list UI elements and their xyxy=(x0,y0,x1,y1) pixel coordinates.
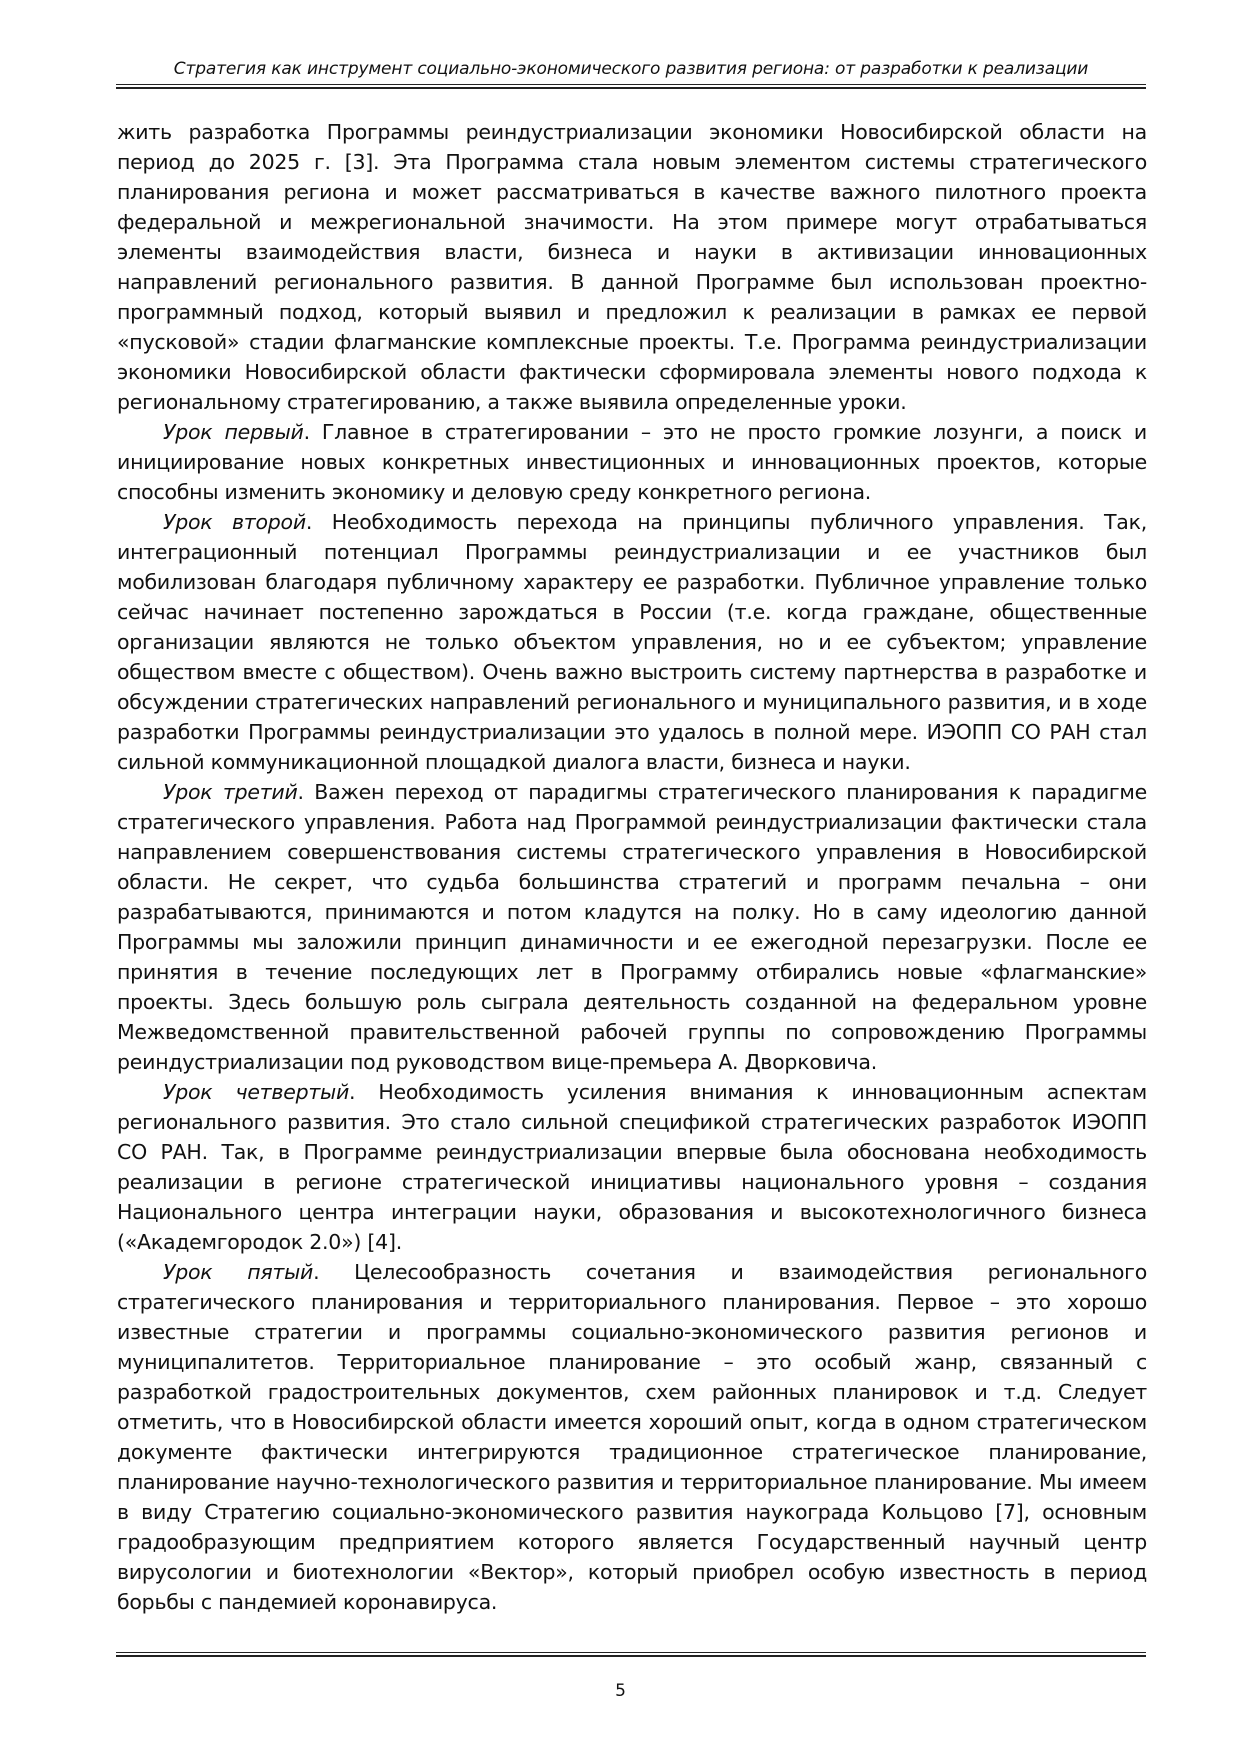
paragraph-text: . Необходимость перехода на принципы публичного управления. Так, интеграционный потенциал Программы реиндустриализации и ее участников был мобилизован благодаря публичному характеру ее разработки. Публичное управление только сейчас начинает постепенно зарождаться в России (т.е. когда граждане, общественные организации являются не только объектом управления, но и ее субъектом; управление обществом вместе с обществом). Очень важно выстроить систему партнерства в разработке и обсуждении стратегических направлений регионального и муниципального развития, и в ходе разработки Программы реиндустриализации это удалось в полной мере. ИЭОПП СО РАН стал сильной коммуникационной площадкой диалога власти, бизнеса и науки. xyxy=(117,510,1148,774)
paragraph-text: . Важен переход от парадигмы стратегического планирования к парадигме стратегического управления. Работа над Программой реиндустриализации фактически стала направлением совершенствования системы стратегического управления в Новосибирской области. Не секрет, что судьба большинства стратегий и программ печальна – они разрабатываются, принимаются и потом кладутся на полку. Но в саму идеологию данной Программы мы заложили принцип динамичности и ее ежегодной перезагрузки. После ее принятия в течение последующих лет в Программу отбирались новые «флагманские» проекты. Здесь большую роль сыграла деятельность созданной на федеральном уровне Межведомственной правительственной рабочей группы по сопровождению Программы реиндустриализации под руководством вице-премьера А. Дворковича. xyxy=(117,780,1147,1074)
paragraph-text: . Целесообразность сочетания и взаимодействия регионального стратегического планирования и территориального планирования. Первое – это хорошо известные стратегии и программы социально-экономического развития регионов и муниципалитетов. Территориальное планирование – это особый жанр, связанный с разработкой градостроительных документов, схем районных планировок и т.д. Следует отметить, что в Новосибирской области имеется хороший опыт, когда в одном стратегическом документе фактически интегрируются традиционное стратегическое планирование, планирование научно-технологического развития и территориальное планирование. Мы имеем в виду Стратегию социально-экономического развития наукограда Кольцово [7], основным градообразующим предприятием которого является Государственный научный центр вирусологии и биотехнологии «Вектор», который приобрел особую известность в период борьбы с пандемией коронавируса. xyxy=(117,1260,1147,1614)
footer-rule xyxy=(116,1652,1146,1657)
paragraph-lesson-3 xyxy=(117,777,1147,1077)
paragraph-lead: Урок третий xyxy=(163,780,298,804)
paragraph-text: . Необходимость усиления внимания к инновационным аспектам регионального развития. Это стало сильной спецификой стратегических разработок ИЭОПП СО РАН. Так, в Программе реиндустриализации впервые была обоснована необходимость реализации в регионе стратегической инициативы национального уровня – создания Национального центра интеграции науки, образования и высокотехнологичного бизнеса («Академгородок 2.0») [4]. xyxy=(117,1080,1147,1254)
paragraph-continuation xyxy=(117,117,1147,417)
paragraph-lead: Урок второй xyxy=(163,510,306,534)
paragraph-lead: Урок пятый xyxy=(163,1260,314,1284)
paragraph-lesson-2 xyxy=(117,507,1147,777)
page-number: 5 xyxy=(615,1681,626,1701)
article-body xyxy=(117,117,1147,1617)
paragraph-lesson-1 xyxy=(117,417,1147,507)
paragraph-lesson-5 xyxy=(117,1257,1147,1617)
paragraph-lead: Урок четвертый xyxy=(163,1080,350,1104)
paragraph-lead: Урок первый xyxy=(163,420,304,444)
paragraph-lesson-4 xyxy=(117,1077,1147,1257)
header-rule xyxy=(116,84,1146,89)
paragraph-text: . Главное в стратегировании – это не просто громкие лозунги, а поиск и инициирование новых конкретных инвестиционных и инновационных проектов, которые способны изменить экономику и деловую среду конкретного региона. xyxy=(117,420,1147,504)
running-header: Стратегия как инструмент социально-экономического развития региона: от разработки к реализации xyxy=(173,59,1089,79)
paragraph-text: жить разработка Программы реиндустриализации экономики Новосибирской области на период до 2025 г. [3]. Эта Программа стала новым элементом системы стратегического планирования региона и может рассматриваться в качестве важного пилотного проекта федеральной и межрегиональной значимости. На этом примере могут отрабатываться элементы взаимодействия власти, бизнеса и науки в активизации инновационных направлений регионального развития. В данной Программе был использован проектно-программный подход, который выявил и предложил к реализации в рамках ее первой «пусковой» стадии флагманские комплексные проекты. Т.е. Программа реиндустриализации экономики Новосибирской области фактически сформировала элементы нового подхода к региональному стратегированию, а также выявила определенные уроки. xyxy=(117,120,1147,414)
